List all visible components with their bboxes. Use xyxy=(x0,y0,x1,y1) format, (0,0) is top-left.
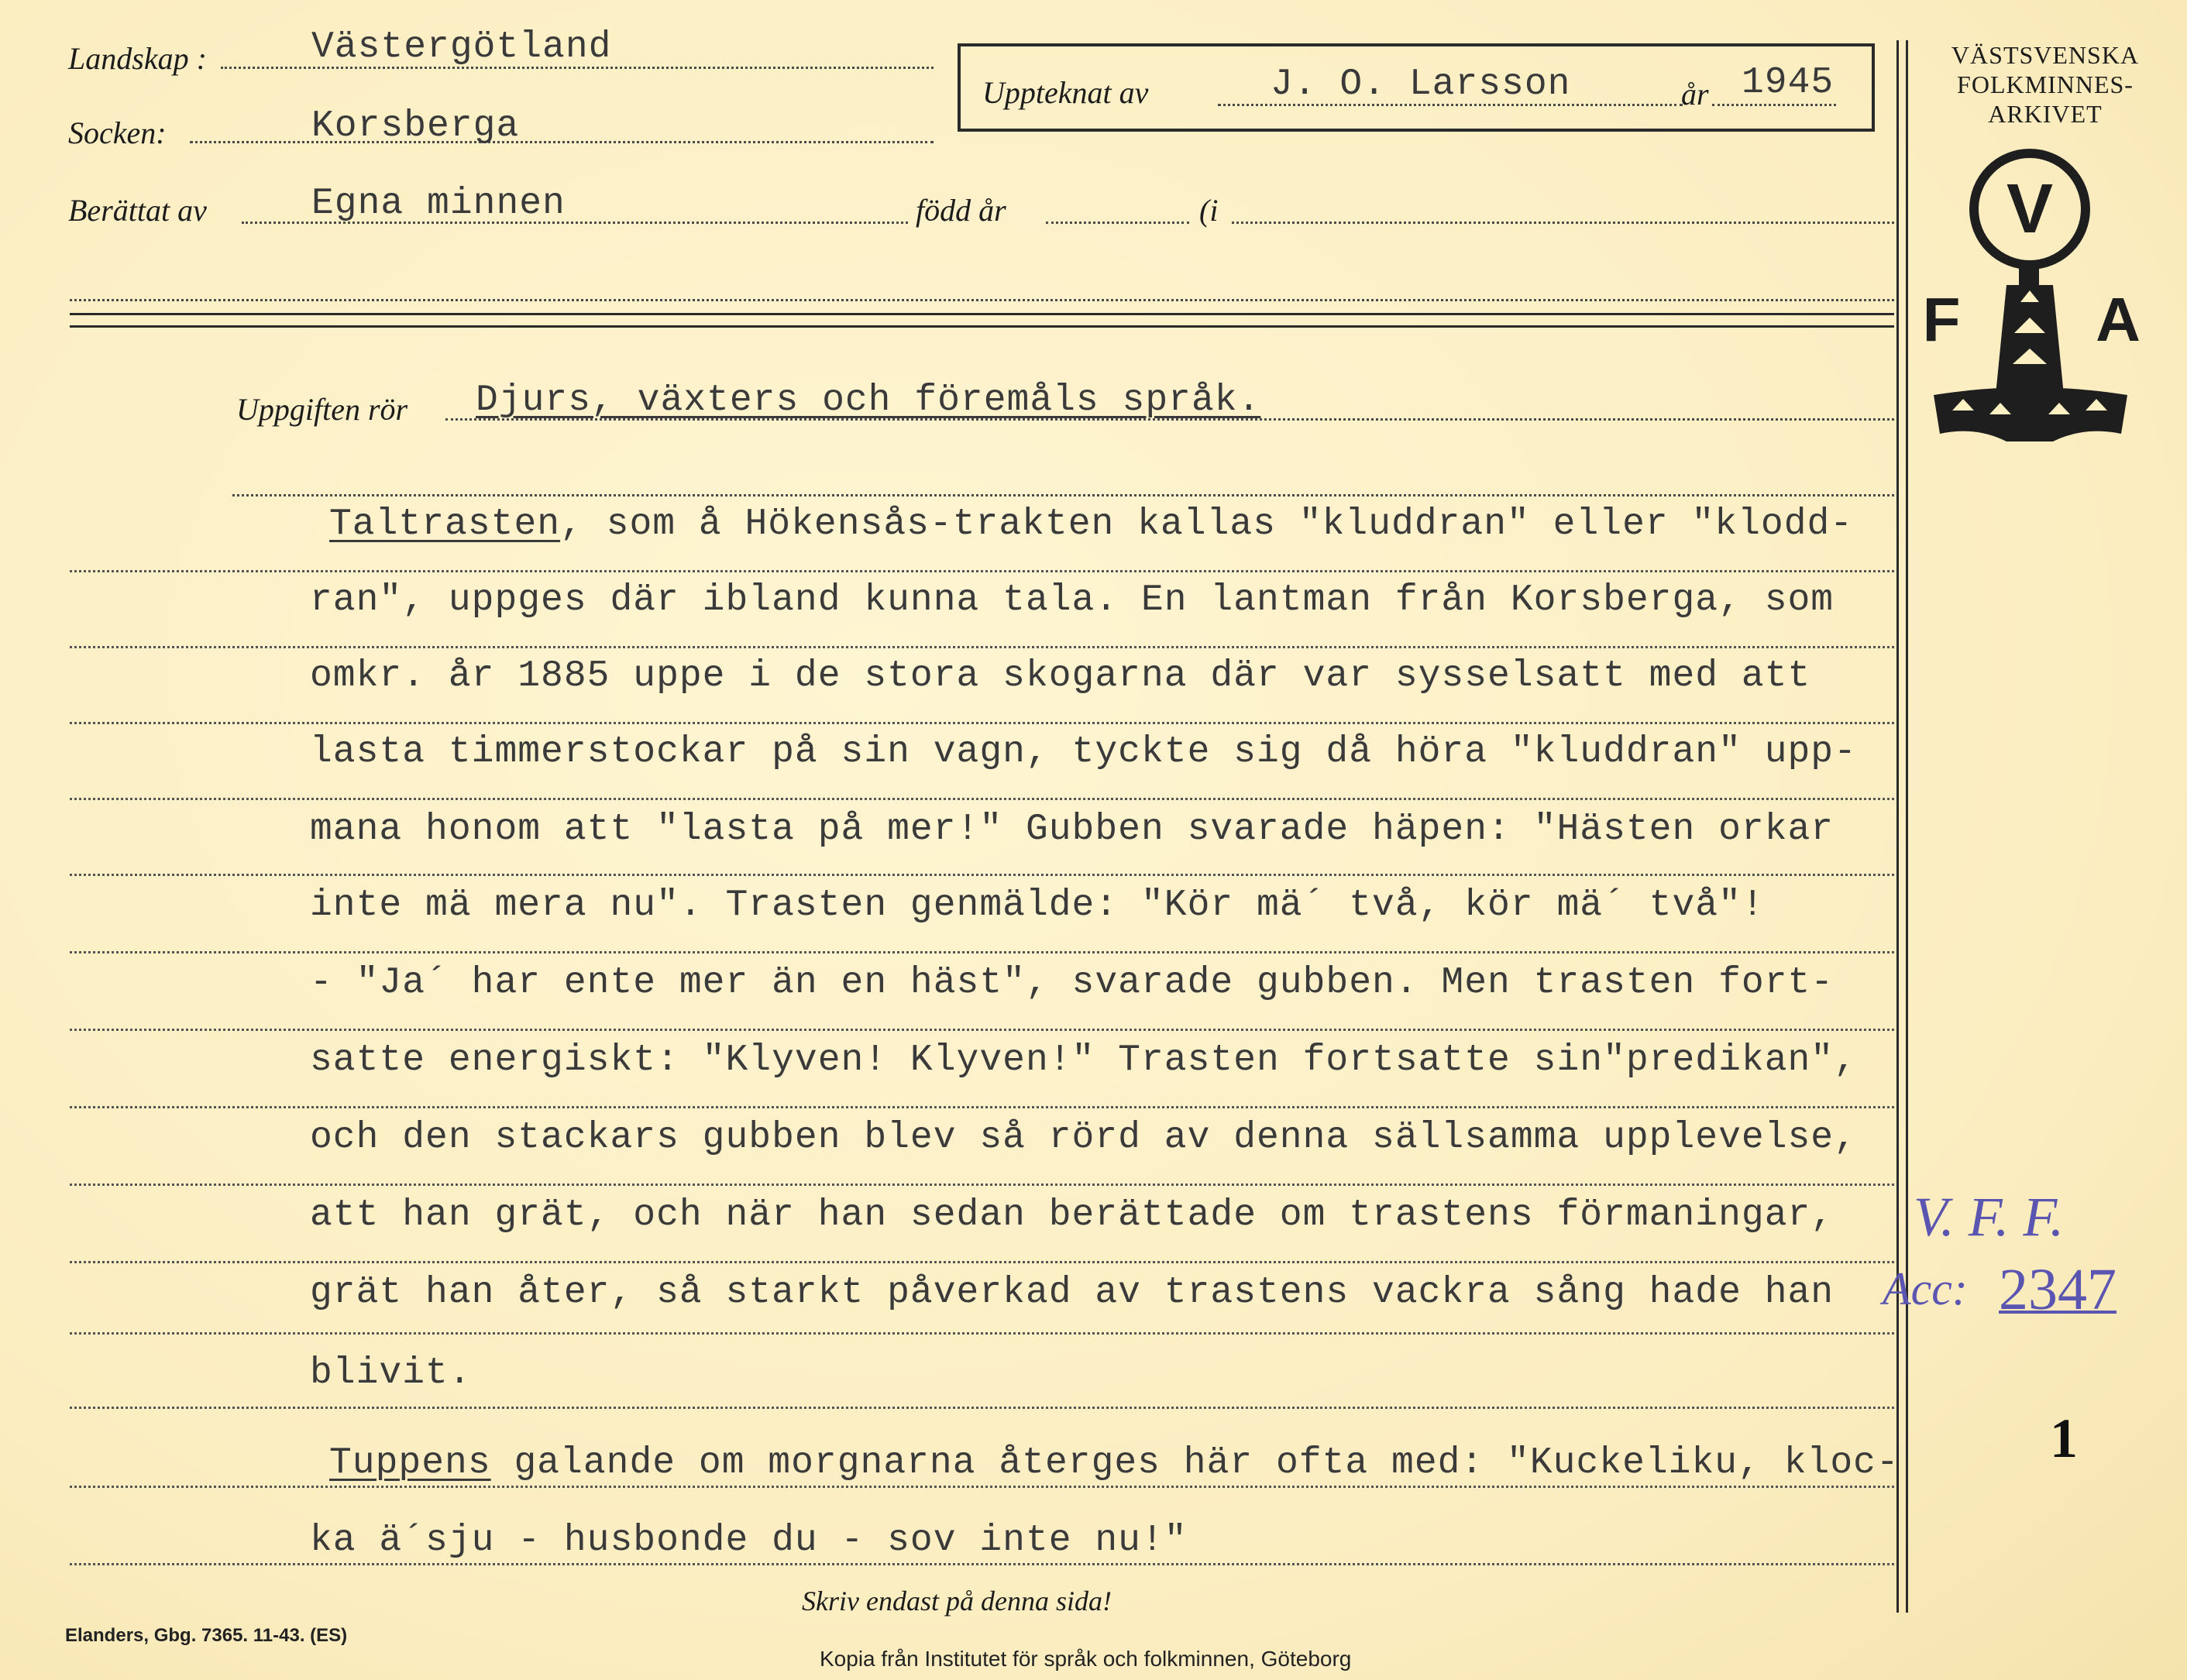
ruled-line xyxy=(70,1332,1894,1335)
logo-a-letter: A xyxy=(2096,285,2141,354)
socken-label: Socken: xyxy=(68,115,167,150)
bird-name-taltrasten: Taltrasten xyxy=(329,503,561,545)
year-dots xyxy=(1712,104,1836,106)
logo-v-letter: V xyxy=(2006,170,2054,248)
page-number: 1 xyxy=(2050,1407,2078,1469)
printer-info: Elanders, Gbg. 7365. 11-43. (ES) xyxy=(65,1625,348,1646)
archive-name-line3: ARKIVET xyxy=(1988,100,2103,128)
body-line-13-rest: galande om morgnarna återges här ofta med: "Kuckeliku, kloc- xyxy=(490,1442,1900,1484)
accession-number: 2347 xyxy=(1999,1257,2117,1322)
body-line-5: mana honom att "lasta på mer!" Gubben svarade häpen: "Hästen orkar xyxy=(310,809,1835,850)
body-line-6: inte mä mera nu". Trasten genmälde: "Kör mä´ två, kör mä´ två"! xyxy=(310,885,1765,926)
ruled-line xyxy=(70,570,1894,572)
hammer-logo-icon xyxy=(1921,147,2169,449)
archive-name-line1: VÄSTSVENSKA xyxy=(1951,41,2140,69)
born-place-dots xyxy=(1232,222,1894,224)
born-year-dots xyxy=(1046,222,1189,224)
body-line-9: och den stackars gubben blev så rörd av denna sällsamma upplevelse, xyxy=(310,1117,1857,1159)
subject-extra-dots xyxy=(232,494,1894,496)
told-by-label: Berättat av xyxy=(68,193,207,228)
ruled-line xyxy=(70,1184,1894,1186)
landskap-label: Landskap : xyxy=(68,41,207,76)
body-line-11: grät han åter, så starkt påverkad av trastens vackra sång hade han xyxy=(310,1272,1835,1314)
body-line-1-rest: , som å Hökensås-trakten kallas "kluddran" eller "klodd- xyxy=(560,503,1854,545)
header-rule-top xyxy=(70,313,1894,315)
extra-line-dots xyxy=(70,299,1894,301)
ruled-line xyxy=(70,874,1894,876)
ruled-line xyxy=(70,722,1894,724)
ruled-line xyxy=(70,646,1894,648)
vff-stamp: V. F. F. xyxy=(1914,1186,2065,1248)
body-line-2: ran", uppges där ibland kunna tala. En lantman från Korsberga, som xyxy=(310,579,1835,621)
ruled-line xyxy=(70,1486,1894,1488)
year-value: 1945 xyxy=(1742,62,1835,104)
ruled-line xyxy=(70,1563,1894,1565)
body-line-13 xyxy=(329,1442,1900,1484)
margin-rule-left xyxy=(1896,40,1899,1613)
body-line-12: blivit. xyxy=(310,1352,472,1394)
born-place-label: (i xyxy=(1199,193,1219,228)
body-line-4: lasta timmerstockar på sin vagn, tyckte sig då höra "kluddran" upp- xyxy=(310,731,1857,773)
logo-f-letter: F xyxy=(1922,285,1961,354)
bird-name-tuppens: Tuppens xyxy=(329,1442,491,1484)
subject-value: Djurs, växters och föremåls språk. xyxy=(476,380,1261,421)
ruled-line xyxy=(70,951,1894,953)
ruled-line xyxy=(70,1261,1894,1263)
archive-name-line2: FOLKMINNES- xyxy=(1957,70,2134,98)
recorded-by-label: Uppteknat av xyxy=(982,75,1149,110)
ruled-line xyxy=(70,798,1894,800)
acc-label: Acc: xyxy=(1883,1263,1968,1314)
subject-label: Uppgiften rör xyxy=(236,392,408,427)
landskap-value: Västergötland xyxy=(311,26,612,68)
socken-dots xyxy=(190,141,934,143)
told-by-value: Egna minnen xyxy=(311,183,566,225)
margin-rule-right xyxy=(1906,40,1908,1613)
body-line-1 xyxy=(329,503,1853,545)
ruled-line xyxy=(70,1407,1894,1409)
copy-notice: Kopia från Institutet för språk och folkminnen, Göteborg xyxy=(820,1647,1352,1671)
body-line-8: satte energiskt: "Klyven! Klyven!" Trasten fortsatte sin"predikan", xyxy=(310,1039,1857,1081)
header-rule-bottom xyxy=(70,325,1894,328)
body-line-3: omkr. år 1885 uppe i de stora skogarna där var sysselsatt med att xyxy=(310,655,1811,697)
ruled-line xyxy=(70,1029,1894,1031)
year-label: år xyxy=(1681,77,1709,112)
write-one-side-note: Skriv endast på denna sida! xyxy=(802,1586,1112,1616)
born-year-label: född år xyxy=(916,193,1006,228)
recorded-by-value: J. O. Larsson xyxy=(1271,64,1571,105)
body-line-10: att han grät, och när han sedan berättade om trastens förmaningar, xyxy=(310,1194,1835,1236)
ruled-line xyxy=(70,1106,1894,1108)
body-line-14: ka ä´sju - husbonde du - sov inte nu!" xyxy=(310,1520,1188,1561)
socken-value: Korsberga xyxy=(311,105,520,147)
body-line-7: - "Ja´ har ente mer än en häst", svarade gubben. Men trasten fort- xyxy=(310,962,1835,1004)
archive-name xyxy=(1914,40,2177,129)
